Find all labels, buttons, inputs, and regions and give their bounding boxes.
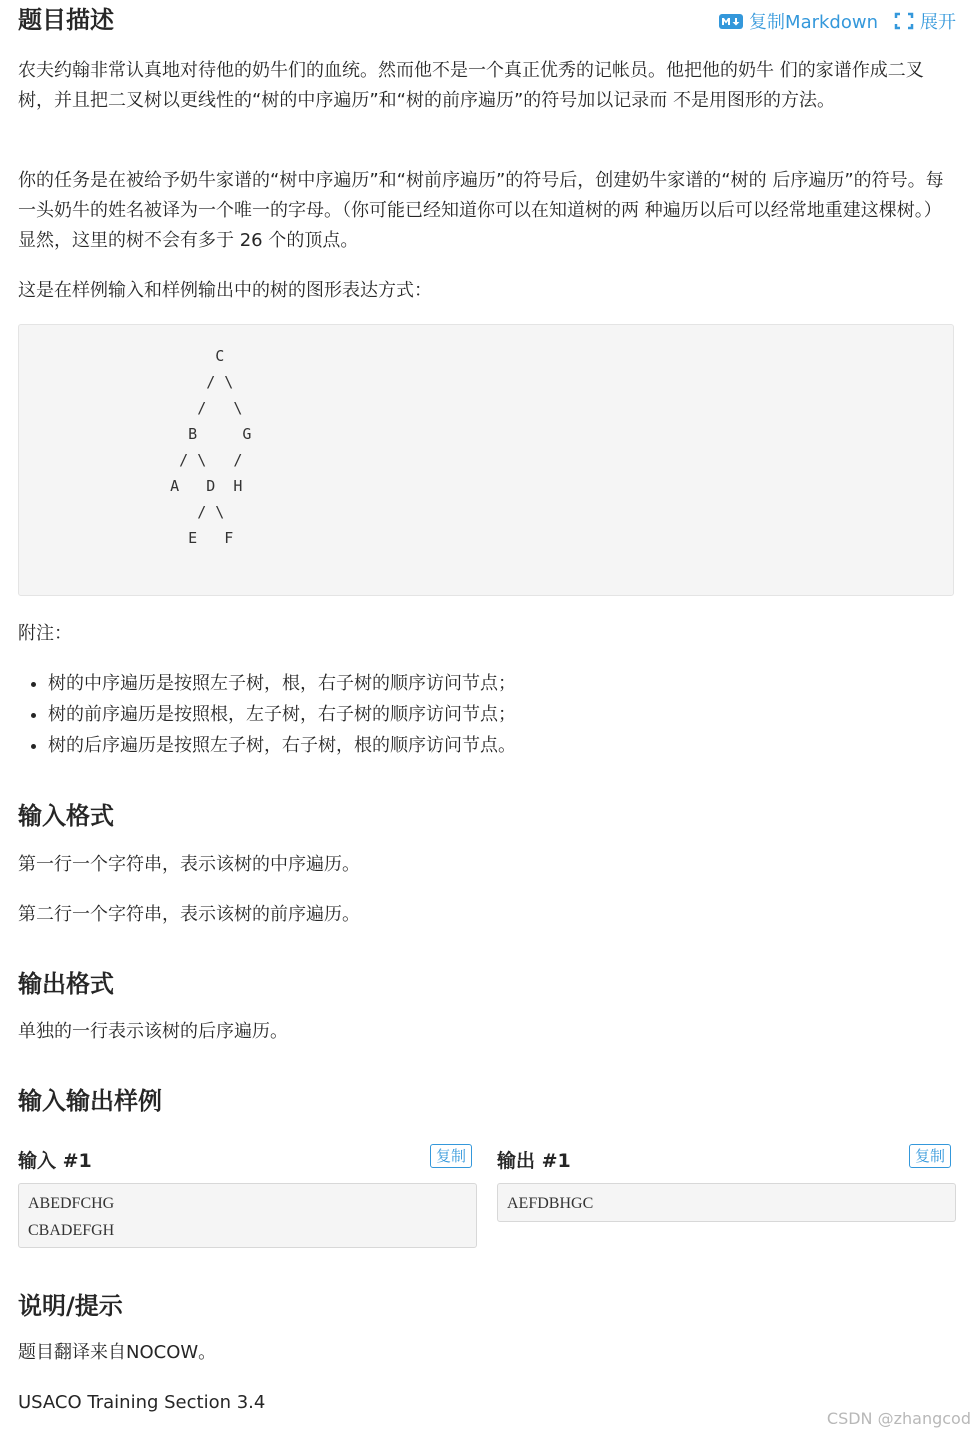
sample-output-line: AEFDBHGC: [507, 1195, 594, 1212]
description-paragraph-1: 农夫约翰非常认真地对待他的奶牛们的血统。然而他不是一个真正优秀的记帐员。他把他的奶牛 们的家谱作成二叉树，并且把二叉树以更线性的“树的中序遍历”和“树的前序遍历”的符号加以记录而 不是用图形的方法。: [18, 60, 924, 111]
samples-heading: 输入输出样例: [18, 1087, 162, 1115]
list-item: • 树的前序遍历是按照根，左子树，右子树的顺序访问节点；: [48, 699, 516, 730]
tree-ascii: C / \ / \ B G / \ / A D H / \ E F: [170, 347, 252, 547]
sample-input-line: ABEDFCHG: [28, 1195, 115, 1212]
input-format-line-2: 第二行一个字符串，表示该树的前序遍历。: [18, 904, 360, 925]
hint-line-1: 题目翻译来自NOCOW。: [18, 1342, 217, 1363]
description-paragraph-3: 这是在样例输入和样例输出中的树的图形表达方式：: [18, 280, 432, 301]
sample-input-label: 输入 #1: [18, 1150, 92, 1172]
tree-diagram-code-block: [18, 324, 954, 596]
output-format-line-1: 单独的一行表示该树的后序遍历。: [18, 1021, 288, 1042]
copy-output-button[interactable]: 复制: [909, 1144, 951, 1168]
description-paragraph-2: 你的任务是在被给予奶牛家谱的“树中序遍历”和“树前序遍历”的符号后，创建奶牛家谱的“树的 后序遍历”的符号。每一头奶牛的姓名被译为一个唯一的字母。（你可能已经知道你可以在知道树的两 种遍历以后可以经常地重建这棵树。）显然，这里的树不会有多于 26 个的顶点。: [18, 170, 944, 251]
header-actions: [719, 8, 956, 34]
copy-input-button[interactable]: 复制: [430, 1144, 472, 1168]
output-format-heading: 输出格式: [18, 970, 114, 998]
sample-input-box[interactable]: [18, 1183, 477, 1248]
markdown-icon: [719, 14, 743, 29]
page-title: 题目描述: [18, 6, 114, 34]
sample-input-line: CBADEFGH: [28, 1222, 115, 1239]
list-item: • 树的后序遍历是按照左子树，右子树，根的顺序访问节点。: [48, 730, 516, 761]
hint-line-2: USACO Training Section 3.4: [18, 1392, 266, 1413]
sample-output-label: 输出 #1: [497, 1150, 571, 1172]
header-row: [18, 4, 956, 36]
notes-list: [18, 668, 516, 761]
watermark: CSDN @zhangcod: [826, 1409, 971, 1428]
input-format-heading: 输入格式: [18, 802, 114, 830]
hint-heading: 说明/提示: [18, 1292, 123, 1320]
copy-markdown-button[interactable]: [719, 8, 878, 34]
expand-icon: [894, 12, 914, 30]
copy-markdown-label: 复制Markdown: [749, 12, 878, 33]
input-format-line-1: 第一行一个字符串，表示该树的中序遍历。: [18, 854, 360, 875]
expand-label: 展开: [920, 12, 956, 33]
note-label: 附注：: [18, 623, 72, 644]
list-item: • 树的中序遍历是按照左子树，根，右子树的顺序访问节点；: [48, 668, 516, 699]
sample-output-box[interactable]: [497, 1183, 956, 1222]
expand-button[interactable]: [894, 8, 956, 34]
